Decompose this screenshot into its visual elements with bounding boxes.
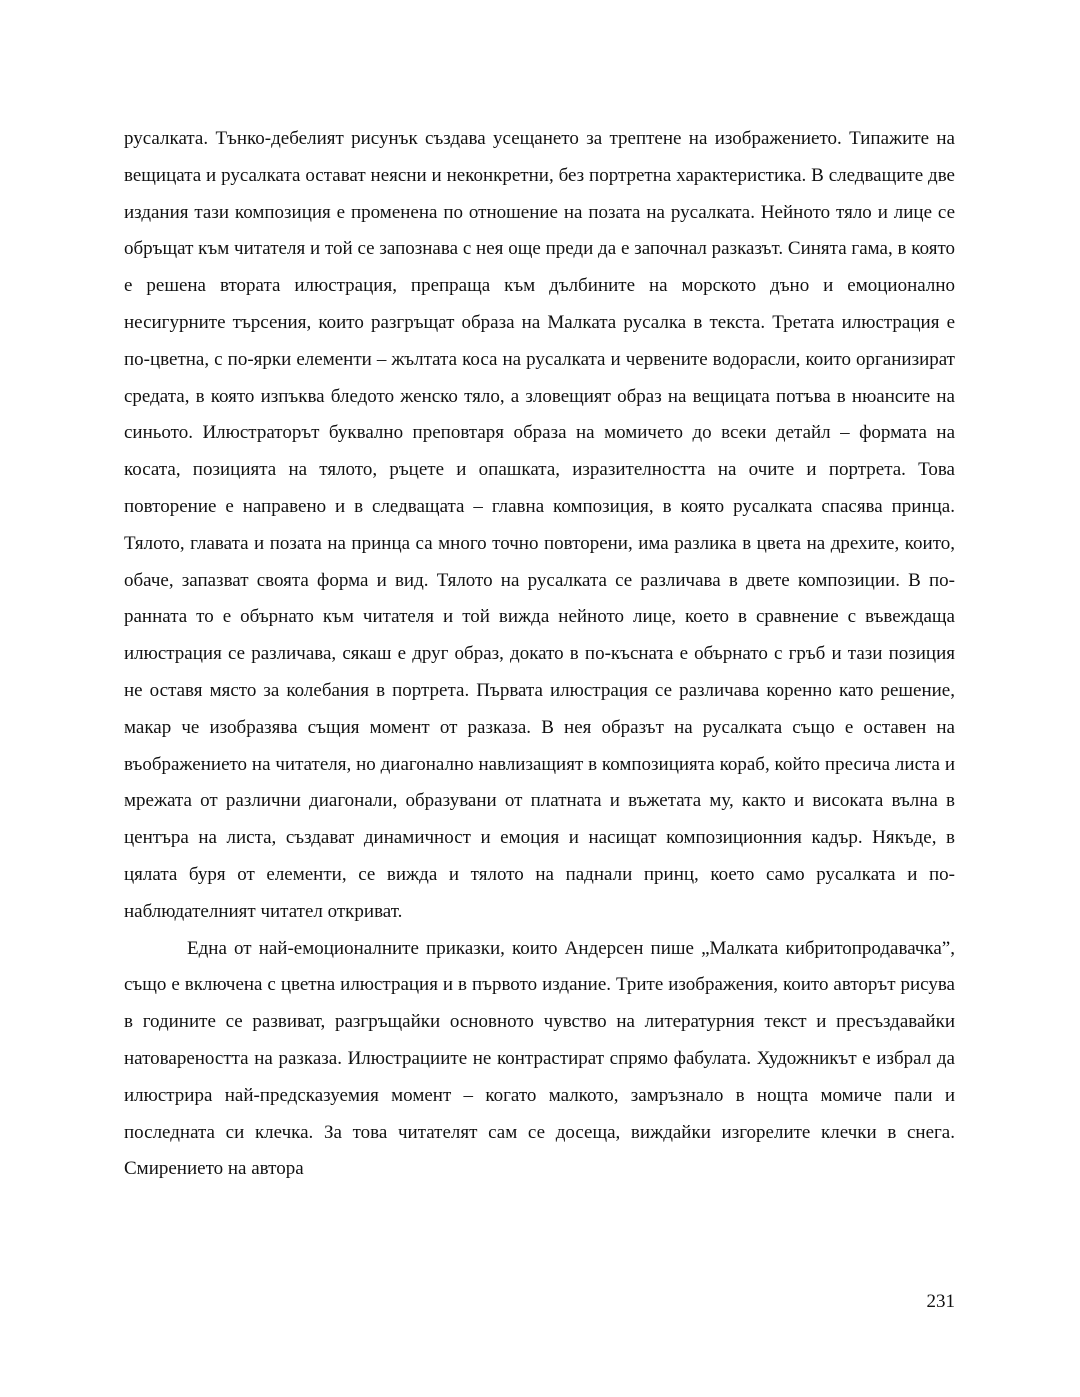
- paragraph-1: русалката. Тънко-дебелият рисунък създава усещането за трептене на изображението. Типажите на вещицата и русалката остават неясни и неконкретни, без портретна характеристика. В следващите две издания тази композиция е променена по отношение на позата на русалката. Нейното тяло и лице се обръщат към читателя и той се запознава с нея още преди да е започнал разказът. Синята гама, в която е решена втората илюстрация, препраща към дълбините на морското дъно и емоционално несигурните търсения, които разгръщат образа на Малката русалка в текста. Третата илюстрация е по-цветна, с по-ярки елементи – жълтата коса на русалката и червените водорасли, които организират средата, в която изпъква бледото женско тяло, а зловещият образ на вещицата потъва в нюансите на синьото. Илюстраторът буквално преповтаря образа на момичето до всеки детайл – формата на косата, позицията на тялото, ръцете и опашката, изразителността на очите и портрета. Това повторение е направено и в следващата – главна композиция, в която русалката спасява принца. Тялото, главата и позата на принца са много точно повторени, има разлика в цвета на дрехите, които, обаче, запазват своята форма и вид. Тялото на русалката се различава в двете композиции. В по-ранната то е обърнато към читателя и той вижда нейното лице, което в сравнение с въвеждаща илюстрация се различава, сякаш е друг образ, докато в по-късната е обърнато с гръб и тази позиция не оставя място за колебания в портрета. Първата илюстрация се различава коренно като решение, макар че изобразява същия момент от разказа. В нея образът на русалката също е оставен на въображението на читателя, но диагонално навлизащият в композицията кораб, който пресича листа и мрежата от различни диагонали, образувани от платната и въжетата му, както и високата вълна в центъра на листа, създават динамичност и емоция и насищат композиционния кадър. Някъде, в цялата буря от елементи, се вижда и тялото на паднали принц, което само русалката и по-наблюдателният читател откриват.: [124, 128, 955, 922]
- body-text: [124, 121, 955, 1188]
- paragraph-2: Една от най-емоционалните приказки, които Андерсен пише „Малката кибритопродавачка”, също е включена с цветна илюстрация и в първото издание. Трите изображения, които авторът рисува в годините се развиват, разгръщайки основното чувство на литературния текст и пресъздавайки натовареността на разказа. Илюстрациите не контрастират спрямо фабулата. Художникът е избрал да илюстрира най-предсказуемия момент – когато малкото, замръзнало в нощта момиче пали и последната си клечка. За това читателят сам се досеща, виждайки изгорелите клечки в снега. Смирението на автора: [124, 937, 955, 1180]
- page-number: 231: [926, 1291, 955, 1312]
